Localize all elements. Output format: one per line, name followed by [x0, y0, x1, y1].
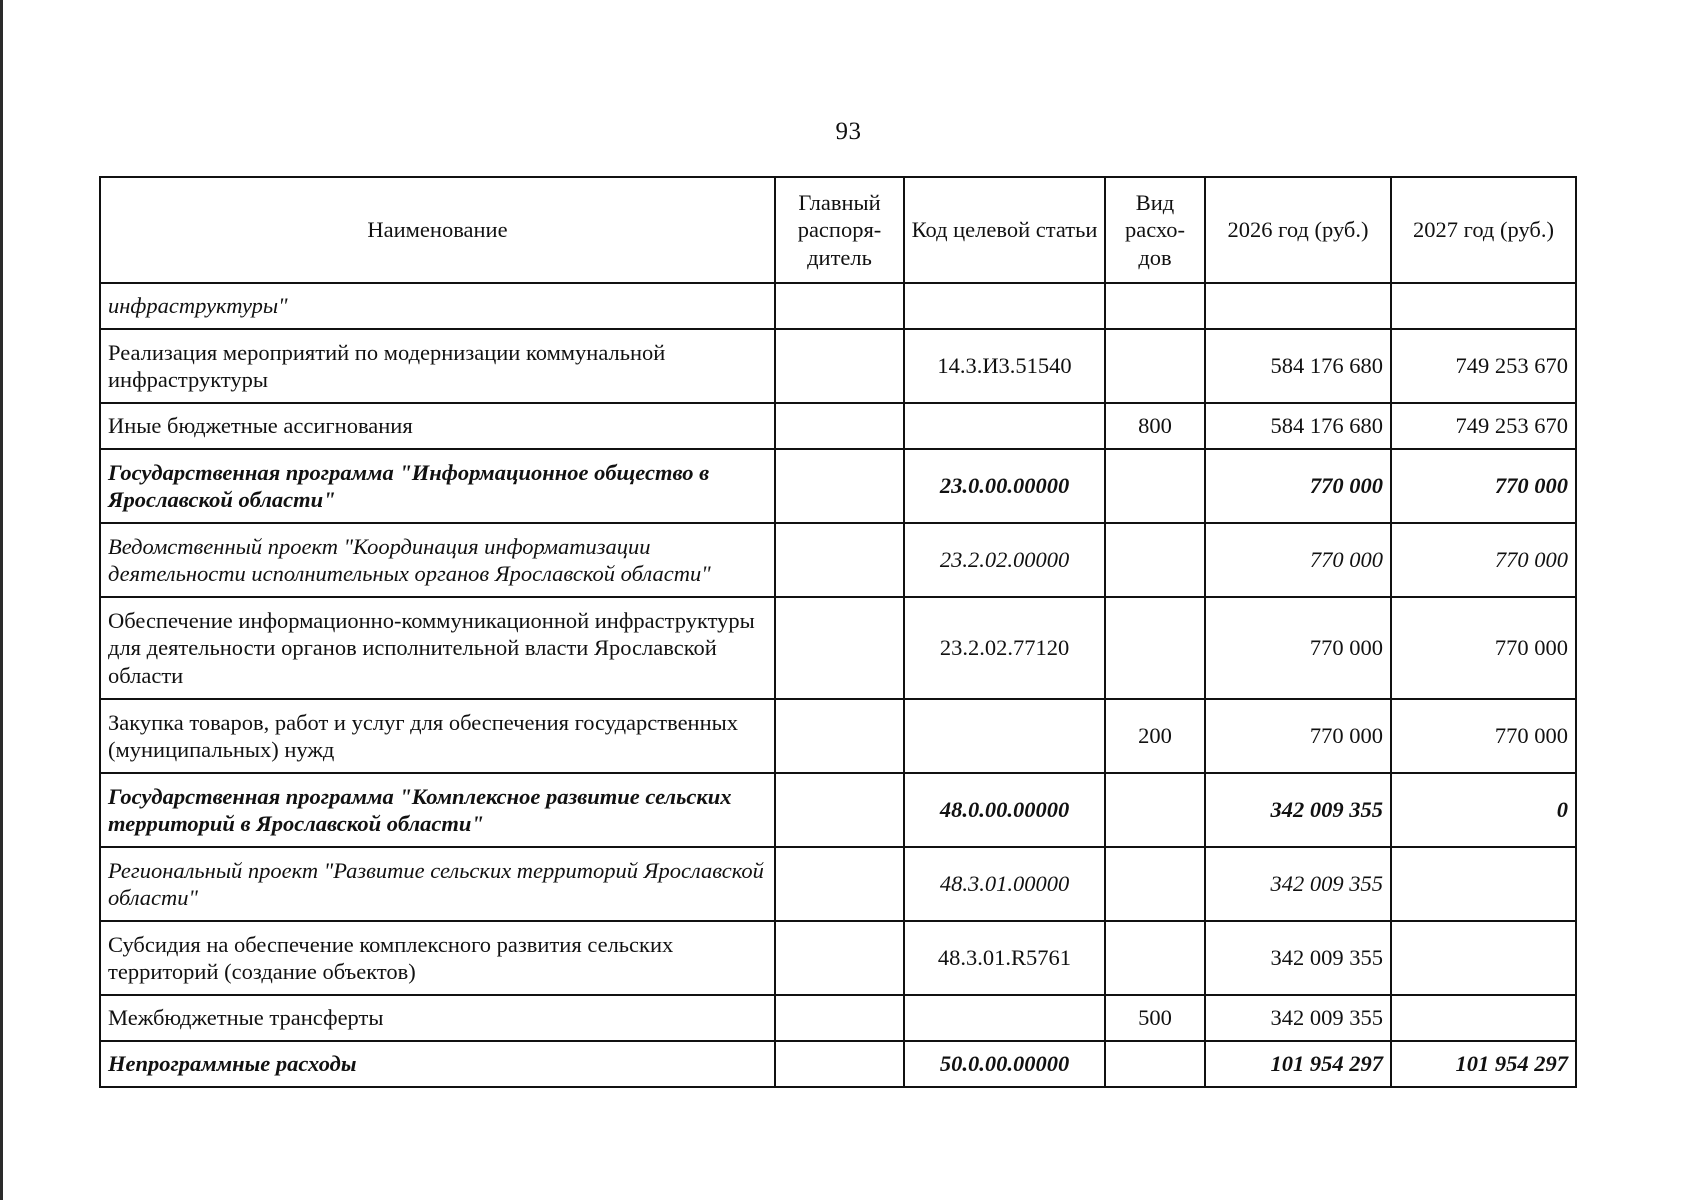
cell-type [1105, 329, 1205, 403]
table-row [100, 921, 1576, 995]
cell-name: Региональный проект "Развитие сельских территорий Ярославской области" [100, 847, 775, 921]
cell-main-manager [775, 921, 904, 995]
cell-main-manager [775, 523, 904, 597]
cell-type [1105, 773, 1205, 847]
cell-name: Обеспечение информационно-коммуникационной инфраструктуры для деятельности органов исполнительной власти Ярославской области [100, 597, 775, 699]
cell-2026: 584 176 680 [1205, 403, 1391, 449]
cell-2027: 101 954 297 [1391, 1041, 1576, 1087]
cell-name: Межбюджетные трансферты [100, 995, 775, 1041]
cell-2026: 770 000 [1205, 523, 1391, 597]
cell-type [1105, 283, 1205, 329]
header-target-code: Код целевой статьи [904, 177, 1105, 283]
cell-code: 23.0.00.00000 [904, 449, 1105, 523]
cell-2027: 0 [1391, 773, 1576, 847]
cell-name: Закупка товаров, работ и услуг для обеспечения государственных (муниципальных) нужд [100, 699, 775, 773]
cell-name: инфраструктуры" [100, 283, 775, 329]
cell-main-manager [775, 995, 904, 1041]
cell-2027 [1391, 921, 1576, 995]
cell-name: Непрограммные расходы [100, 1041, 775, 1087]
cell-type: 200 [1105, 699, 1205, 773]
cell-name: Иные бюджетные ассигнования [100, 403, 775, 449]
cell-name: Государственная программа "Информационное общество в Ярославской области" [100, 449, 775, 523]
cell-type [1105, 921, 1205, 995]
cell-2027: 749 253 670 [1391, 403, 1576, 449]
cell-2026: 770 000 [1205, 597, 1391, 699]
cell-type [1105, 597, 1205, 699]
cell-2026: 342 009 355 [1205, 847, 1391, 921]
cell-2026 [1205, 283, 1391, 329]
cell-2027: 770 000 [1391, 699, 1576, 773]
table-row [100, 403, 1576, 449]
cell-code: 23.2.02.77120 [904, 597, 1105, 699]
cell-2026: 342 009 355 [1205, 773, 1391, 847]
cell-2027 [1391, 847, 1576, 921]
table-row [100, 847, 1576, 921]
cell-2026: 101 954 297 [1205, 1041, 1391, 1087]
header-expense-type: Вид расхо-дов [1105, 177, 1205, 283]
cell-code [904, 995, 1105, 1041]
cell-name: Ведомственный проект "Координация информатизации деятельности исполнительных органов Ярославской области" [100, 523, 775, 597]
cell-2026: 770 000 [1205, 699, 1391, 773]
cell-code: 50.0.00.00000 [904, 1041, 1105, 1087]
table-row [100, 699, 1576, 773]
cell-code: 48.3.01.00000 [904, 847, 1105, 921]
cell-main-manager [775, 283, 904, 329]
cell-name: Субсидия на обеспечение комплексного развития сельских территорий (создание объектов) [100, 921, 775, 995]
cell-type [1105, 449, 1205, 523]
table-row [100, 283, 1576, 329]
cell-type [1105, 847, 1205, 921]
cell-main-manager [775, 1041, 904, 1087]
header-name: Наименование [100, 177, 775, 283]
cell-type: 500 [1105, 995, 1205, 1041]
cell-main-manager [775, 329, 904, 403]
page-number: 93 [835, 118, 862, 145]
cell-code [904, 283, 1105, 329]
table-row [100, 1041, 1576, 1087]
cell-2027: 770 000 [1391, 523, 1576, 597]
table-row [100, 995, 1576, 1041]
cell-2026: 770 000 [1205, 449, 1391, 523]
cell-2027: 770 000 [1391, 449, 1576, 523]
table-row [100, 597, 1576, 699]
cell-2026: 342 009 355 [1205, 921, 1391, 995]
table-row [100, 449, 1576, 523]
cell-main-manager [775, 699, 904, 773]
header-main-manager: Главный распоря-дитель [775, 177, 904, 283]
cell-main-manager [775, 773, 904, 847]
cell-code [904, 403, 1105, 449]
cell-main-manager [775, 597, 904, 699]
table-row [100, 773, 1576, 847]
cell-type [1105, 523, 1205, 597]
cell-type: 800 [1105, 403, 1205, 449]
cell-name: Государственная программа "Комплексное развитие сельских территорий в Ярославской области" [100, 773, 775, 847]
cell-code: 23.2.02.00000 [904, 523, 1105, 597]
cell-2026: 342 009 355 [1205, 995, 1391, 1041]
cell-2026: 584 176 680 [1205, 329, 1391, 403]
cell-2027 [1391, 995, 1576, 1041]
header-row [100, 177, 1576, 283]
cell-main-manager [775, 847, 904, 921]
cell-2027: 749 253 670 [1391, 329, 1576, 403]
cell-code: 48.3.01.R5761 [904, 921, 1105, 995]
cell-2027 [1391, 283, 1576, 329]
cell-2027: 770 000 [1391, 597, 1576, 699]
header-year-2027: 2027 год (руб.) [1391, 177, 1576, 283]
table-row [100, 329, 1576, 403]
cell-main-manager [775, 449, 904, 523]
cell-code: 14.3.И3.51540 [904, 329, 1105, 403]
cell-name: Реализация мероприятий по модернизации коммунальной инфраструктуры [100, 329, 775, 403]
scan-edge [0, 0, 3, 1200]
table-row [100, 523, 1576, 597]
cell-main-manager [775, 403, 904, 449]
cell-type [1105, 1041, 1205, 1087]
cell-code: 48.0.00.00000 [904, 773, 1105, 847]
header-year-2026: 2026 год (руб.) [1205, 177, 1391, 283]
cell-code [904, 699, 1105, 773]
budget-table [99, 176, 1577, 1088]
